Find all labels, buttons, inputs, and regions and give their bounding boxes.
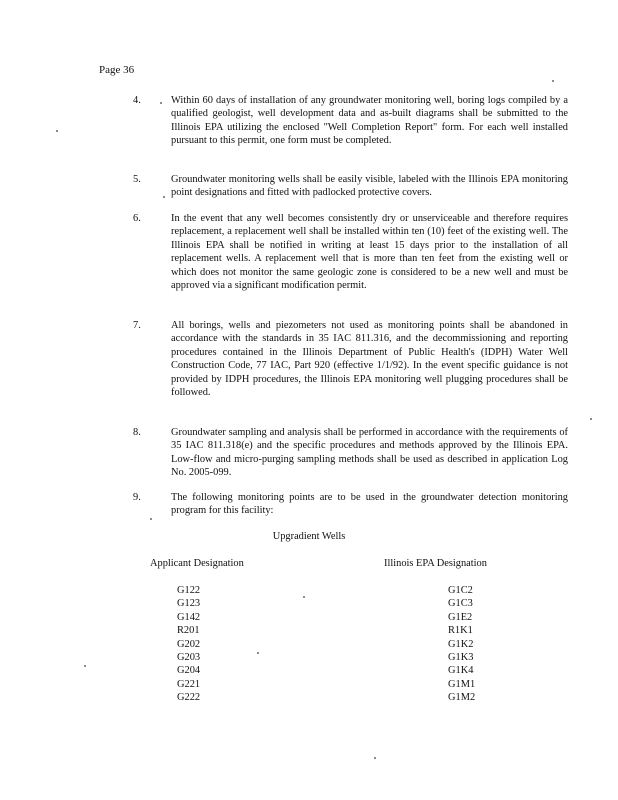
item-number: 9. — [133, 492, 141, 503]
table-cell: G1K2 — [448, 638, 474, 650]
item-number: 6. — [133, 213, 141, 224]
table-cell: G1K4 — [448, 665, 474, 677]
item-number: 8. — [133, 427, 141, 438]
table-cell: G203 — [177, 652, 201, 664]
list-item — [133, 426, 568, 480]
table-cell: R1K1 — [448, 625, 473, 637]
scan-speck — [374, 757, 376, 759]
scan-speck — [84, 665, 86, 667]
table-cell: G221 — [177, 678, 201, 690]
epa-designation-column — [448, 584, 475, 705]
table-cell: G1M1 — [448, 678, 476, 690]
item-text: In the event that any well becomes consistently dry or unserviceable and therefore requires replacement, a replacement well shall be installed within ten (10) feet of the existing well. The Illinois EPA shall be notified in writing at least 15 days prior to the installation of all replacement wells. A replacement well that is more than ten feet from the existing well or which does not monitor the same geologic zone is considered to be a new well and must be approved via a significant modification permit. — [171, 213, 568, 292]
list-item — [133, 491, 568, 518]
table-cell: G123 — [177, 598, 201, 610]
table-cell: R201 — [177, 625, 200, 637]
item-number: 7. — [133, 320, 141, 331]
table-cell: G1E2 — [448, 611, 473, 623]
table-cell: G142 — [177, 611, 201, 623]
item-text: Within 60 days of installation of any groundwater monitoring well, boring logs compiled by a qualified geologist, well development data and as-built diagrams shall be submitted to the Illinois EPA utilizing the enclosed "Well Completion Report" form. For each well installed pursuant to this permit, one form must be completed. — [171, 95, 568, 147]
scan-speck — [552, 80, 554, 82]
scan-speck — [160, 102, 162, 104]
scan-speck — [303, 596, 305, 598]
list-item — [133, 212, 568, 292]
table-cell: G202 — [177, 638, 201, 650]
column-header-applicant: Applicant Designation — [150, 558, 244, 569]
table-caption: Upgradient Wells — [272, 531, 346, 542]
item-text: Groundwater sampling and analysis shall be performed in accordance with the requirements of 35 IAC 811.318(e) and the specific procedures and methods approved by the Illinois EPA. Low-flow and micro-purging sampling methods shall be used as described in application Log No. 2005-099. — [171, 427, 568, 479]
table-cell: G222 — [177, 692, 201, 704]
table-cell: G204 — [177, 665, 201, 677]
list-item — [133, 319, 568, 399]
item-number: 4. — [133, 95, 141, 106]
list-item — [133, 94, 568, 148]
table-cell: G1K3 — [448, 652, 474, 664]
scan-speck — [163, 196, 165, 198]
table-cell: G1C2 — [448, 585, 473, 596]
item-number: 5. — [133, 174, 141, 185]
scan-speck — [590, 418, 592, 420]
table-cell: G122 — [177, 585, 201, 596]
column-header-epa: Illinois EPA Designation — [384, 558, 487, 569]
scan-speck — [56, 130, 58, 132]
item-text: Groundwater monitoring wells shall be easily visible, labeled with the Illinois EPA monitoring point designations and fitted with padlocked protective covers. — [171, 174, 568, 199]
scan-speck — [257, 652, 259, 654]
list-item — [133, 173, 568, 200]
table-cell: G1C3 — [448, 598, 473, 610]
item-text: The following monitoring points are to be used in the groundwater detection monitoring program for this facility: — [171, 492, 568, 517]
applicant-designation-column — [177, 584, 200, 705]
scan-speck — [150, 518, 152, 520]
item-text: All borings, wells and piezometers not used as monitoring points shall be abandoned in accordance with the standards in 35 IAC 811.316, and the decommissioning and reporting procedures contained in the Illinois Department of Public Health's (IDPH) Water Well Construction Code, 77 IAC, Part 920 (effective 1/1/92). In the event specific guidance is not provided by IDPH procedures, the Illinois EPA monitoring well plugging procedures shall be followed. — [171, 320, 568, 399]
page-number: Page 36 — [99, 64, 135, 76]
table-cell: G1M2 — [448, 692, 476, 704]
